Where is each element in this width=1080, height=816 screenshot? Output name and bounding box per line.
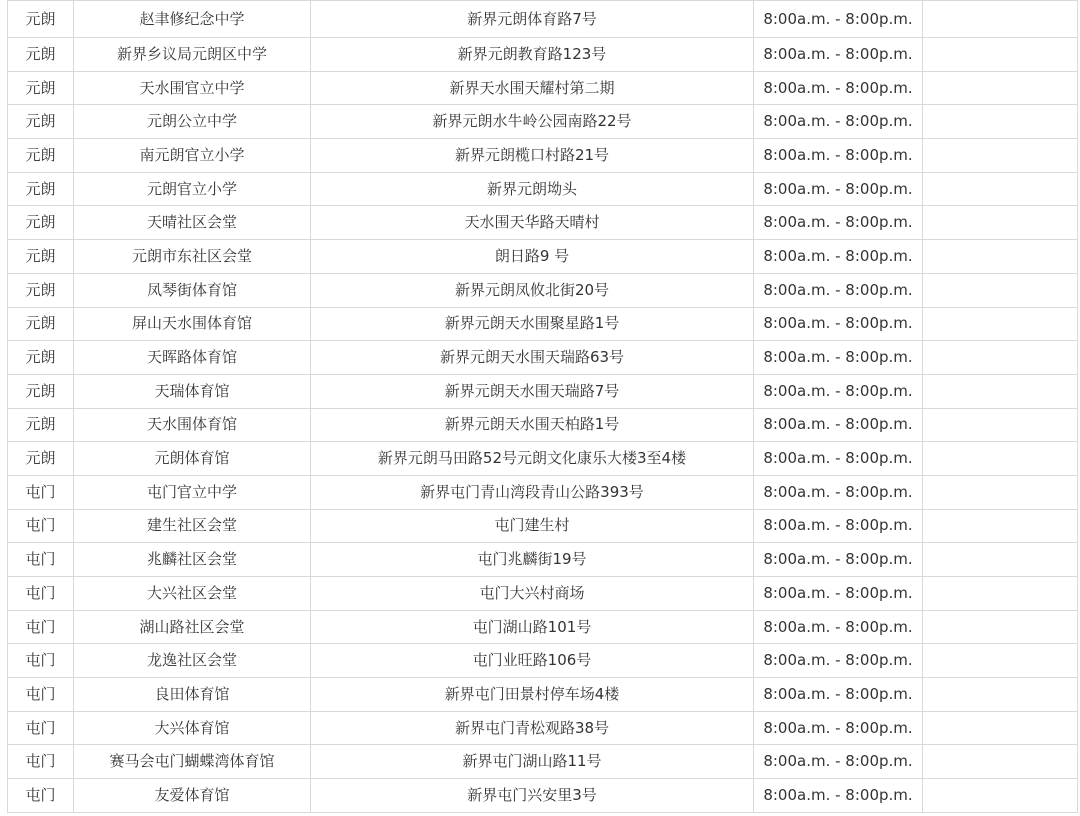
table-row [8,1,1078,38]
address-cell: 新界元朗水牛岭公园南路22号 [311,105,754,139]
table-row [8,779,1078,813]
opening-hours-cell: 8:00a.m. - 8:00p.m. [754,307,923,341]
district-cell: 屯门 [8,475,74,509]
opening-hours-cell: 8:00a.m. - 8:00p.m. [754,206,923,240]
district-cell: 元朗 [8,240,74,274]
opening-hours-cell: 8:00a.m. - 8:00p.m. [754,105,923,139]
district-cell: 屯门 [8,678,74,712]
note-cell [923,206,1078,240]
table-row [8,711,1078,745]
note-cell [923,678,1078,712]
opening-hours-cell: 8:00a.m. - 8:00p.m. [754,139,923,173]
district-cell: 元朗 [8,307,74,341]
opening-hours-cell: 8:00a.m. - 8:00p.m. [754,509,923,543]
note-cell [923,745,1078,779]
venue-name-cell: 元朗市东社区会堂 [74,240,311,274]
note-cell [923,408,1078,442]
address-cell: 天水围天华路天晴村 [311,206,754,240]
district-cell: 屯门 [8,711,74,745]
venue-name-cell: 大兴社区会堂 [74,577,311,611]
table-row [8,71,1078,105]
note-cell [923,273,1078,307]
table-row [8,442,1078,476]
venue-name-cell: 友爱体育馆 [74,779,311,813]
table-row [8,206,1078,240]
district-cell: 屯门 [8,543,74,577]
venue-name-cell: 凤琴街体育馆 [74,273,311,307]
opening-hours-cell: 8:00a.m. - 8:00p.m. [754,543,923,577]
table-row [8,341,1078,375]
opening-hours-cell: 8:00a.m. - 8:00p.m. [754,273,923,307]
table-row [8,307,1078,341]
address-cell: 新界元朗教育路123号 [311,38,754,72]
note-cell [923,1,1078,38]
district-cell: 屯门 [8,577,74,611]
district-cell: 元朗 [8,1,74,38]
district-cell: 元朗 [8,172,74,206]
table-row [8,105,1078,139]
note-cell [923,509,1078,543]
table-row [8,745,1078,779]
venue-name-cell: 天瑞体育馆 [74,374,311,408]
address-cell: 新界元朗天水围天柏路1号 [311,408,754,442]
venue-name-cell: 屏山天水围体育馆 [74,307,311,341]
address-cell: 屯门兆麟街19号 [311,543,754,577]
table-row [8,38,1078,72]
district-cell: 屯门 [8,644,74,678]
address-cell: 屯门湖山路101号 [311,610,754,644]
district-cell: 元朗 [8,71,74,105]
note-cell [923,644,1078,678]
opening-hours-cell: 8:00a.m. - 8:00p.m. [754,475,923,509]
note-cell [923,71,1078,105]
note-cell [923,307,1078,341]
table-row [8,172,1078,206]
note-cell [923,139,1078,173]
venue-name-cell: 大兴体育馆 [74,711,311,745]
address-cell: 新界屯门湖山路11号 [311,745,754,779]
note-cell [923,442,1078,476]
district-cell: 元朗 [8,341,74,375]
venue-name-cell: 南元朗官立小学 [74,139,311,173]
venue-name-cell: 建生社区会堂 [74,509,311,543]
table-row [8,273,1078,307]
table-row [8,374,1078,408]
address-cell: 新界屯门田景村停车场4楼 [311,678,754,712]
district-cell: 元朗 [8,139,74,173]
opening-hours-cell: 8:00a.m. - 8:00p.m. [754,678,923,712]
venue-name-cell: 元朗公立中学 [74,105,311,139]
district-cell: 元朗 [8,105,74,139]
address-cell: 屯门业旺路106号 [311,644,754,678]
note-cell [923,711,1078,745]
address-cell: 新界元朗凤攸北街20号 [311,273,754,307]
district-cell: 屯门 [8,610,74,644]
address-cell: 屯门大兴村商场 [311,577,754,611]
table-row [8,240,1078,274]
table-row [8,509,1078,543]
note-cell [923,38,1078,72]
district-cell: 元朗 [8,38,74,72]
address-cell: 新界天水围天耀村第二期 [311,71,754,105]
opening-hours-cell: 8:00a.m. - 8:00p.m. [754,240,923,274]
address-cell: 新界屯门青松观路38号 [311,711,754,745]
table-row [8,610,1078,644]
address-cell: 新界元朗天水围天瑞路63号 [311,341,754,375]
address-cell: 新界元朗体育路7号 [311,1,754,38]
venue-name-cell: 元朗官立小学 [74,172,311,206]
venue-name-cell: 新界乡议局元朗区中学 [74,38,311,72]
district-cell: 元朗 [8,374,74,408]
note-cell [923,577,1078,611]
table-row [8,475,1078,509]
venue-name-cell: 兆麟社区会堂 [74,543,311,577]
district-cell: 屯门 [8,779,74,813]
venue-table-body [8,1,1078,813]
opening-hours-cell: 8:00a.m. - 8:00p.m. [754,341,923,375]
district-cell: 元朗 [8,273,74,307]
address-cell: 朗日路9 号 [311,240,754,274]
venue-name-cell: 元朗体育馆 [74,442,311,476]
district-cell: 屯门 [8,745,74,779]
address-cell: 新界屯门青山湾段青山公路393号 [311,475,754,509]
opening-hours-cell: 8:00a.m. - 8:00p.m. [754,779,923,813]
opening-hours-cell: 8:00a.m. - 8:00p.m. [754,577,923,611]
table-row [8,678,1078,712]
table-row [8,139,1078,173]
opening-hours-cell: 8:00a.m. - 8:00p.m. [754,71,923,105]
note-cell [923,341,1078,375]
address-cell: 新界元朗天水围聚星路1号 [311,307,754,341]
venue-name-cell: 良田体育馆 [74,678,311,712]
address-cell: 屯门建生村 [311,509,754,543]
table-row [8,543,1078,577]
opening-hours-cell: 8:00a.m. - 8:00p.m. [754,38,923,72]
venue-name-cell: 赵聿修纪念中学 [74,1,311,38]
opening-hours-cell: 8:00a.m. - 8:00p.m. [754,610,923,644]
opening-hours-cell: 8:00a.m. - 8:00p.m. [754,711,923,745]
district-cell: 元朗 [8,206,74,240]
opening-hours-cell: 8:00a.m. - 8:00p.m. [754,745,923,779]
venue-name-cell: 天水围官立中学 [74,71,311,105]
opening-hours-cell: 8:00a.m. - 8:00p.m. [754,374,923,408]
note-cell [923,543,1078,577]
address-cell: 新界元朗天水围天瑞路7号 [311,374,754,408]
venue-name-cell: 屯门官立中学 [74,475,311,509]
note-cell [923,172,1078,206]
opening-hours-cell: 8:00a.m. - 8:00p.m. [754,442,923,476]
opening-hours-cell: 8:00a.m. - 8:00p.m. [754,644,923,678]
address-cell: 新界元朗马田路52号元朗文化康乐大楼3至4楼 [311,442,754,476]
venue-name-cell: 天晴社区会堂 [74,206,311,240]
address-cell: 新界元朗榄口村路21号 [311,139,754,173]
venue-table [7,0,1078,813]
address-cell: 新界屯门兴安里3号 [311,779,754,813]
table-row [8,408,1078,442]
address-cell: 新界元朗坳头 [311,172,754,206]
district-cell: 元朗 [8,408,74,442]
district-cell: 元朗 [8,442,74,476]
venue-name-cell: 赛马会屯门蝴蝶湾体育馆 [74,745,311,779]
venue-name-cell: 天晖路体育馆 [74,341,311,375]
note-cell [923,240,1078,274]
venue-name-cell: 湖山路社区会堂 [74,610,311,644]
opening-hours-cell: 8:00a.m. - 8:00p.m. [754,172,923,206]
note-cell [923,374,1078,408]
table-row [8,577,1078,611]
venue-name-cell: 天水围体育馆 [74,408,311,442]
venue-name-cell: 龙逸社区会堂 [74,644,311,678]
note-cell [923,610,1078,644]
opening-hours-cell: 8:00a.m. - 8:00p.m. [754,1,923,38]
note-cell [923,475,1078,509]
district-cell: 屯门 [8,509,74,543]
note-cell [923,779,1078,813]
opening-hours-cell: 8:00a.m. - 8:00p.m. [754,408,923,442]
table-row [8,644,1078,678]
note-cell [923,105,1078,139]
